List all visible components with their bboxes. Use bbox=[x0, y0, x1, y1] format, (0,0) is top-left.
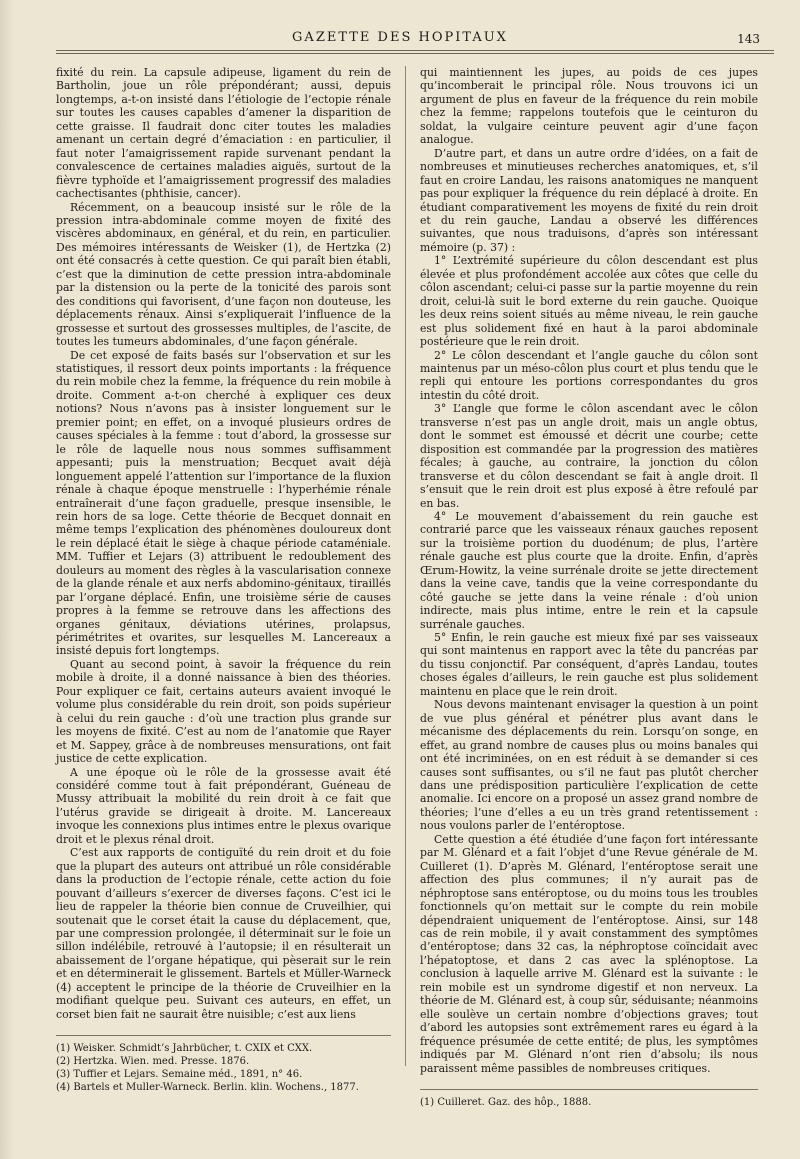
paragraph: 5° Enfin, le rein gauche est mieux fixé par ses vaisseaux qui sont maintenus en rapport avec la tête du pancréas par du tissu conjonctif. Par conséquent, d’après Landau, toutes choses égales d’ailleurs, le rein gauche est plus solidement maintenu en place que le rein droit. bbox=[420, 631, 758, 698]
paragraph: D’autre part, et dans un autre ordre d’idées, on a fait de nombreuses et minutieuses recherches anatomiques, et, s’il faut en croire Landau, les raisons anatomiques ne manquent pas pour expliquer la fréquence du rein déplacé à droite. En étudiant comparativement les moyens de fixité du rein droit et du rein gauche, Landau a observé les différences suivantes, que nous traduisons, d’après son intéressant mémoire (p. 37) : bbox=[420, 146, 758, 254]
footnote-rule bbox=[56, 1035, 391, 1036]
page-edge-shade bbox=[0, 0, 14, 1159]
paragraph: Cette question a été étudiée d’une façon fort intéressante par M. Glénard et a fait l’objet d’une Revue générale de M. Cuilleret (1). D’après M. Glénard, l’entéroptose serait une affection des plus communes; il n’y aurait pas de néphroptose sans entéroptose, ou du moins tous les troubles fonctionnels qu’on mettait sur le compte du rein mobile dépendraient uniquement de l’entéroptose. Ainsi, sur 148 cas de rein mobile, il y avait constamment des symptômes d’entéroptose; dans 32 cas, la néphroptose coïncidait avec l’hépatoptose, et dans 2 cas avec la splénoptose. La conclusion à laquelle arrive M. Glénard est la suivante : le rein mobile est un syndrome digestif et non nerveux. La théorie de M. Glénard est, à coup sûr, séduisante; néanmoins elle soulève un certain nombre d’objections graves; tout d’abord les autopsies sont extrêmement rares eu égard à la fréquence présumée de cette entité; de plus, les symptômes indiqués par M. Glénard n’ont rien d’absolu; ils nous paraissent même passibles de nombreuses critiques. bbox=[420, 832, 758, 1075]
journal-title: GAZETTE DES HOPITAUX bbox=[292, 30, 508, 45]
paragraph: Récemment, on a beaucoup insisté sur le rôle de la pression intra-abdominale comme moyen de fixité des viscères abdominaux, en général, et du rein, en particulier. Des mémoires intéressants de Weisker (1), de Hertzka (2) ont été consacrés à cette question. Ce qui paraît bien établi, c’est que la diminution de cette pression intra-abdominale par la distension ou la perte de la tonicité des parois sont des conditions qui favorisent, d’une façon non douteuse, les déplacements rénaux. Ainsi s’expliquerait l’influence de la grossesse et surtout des grossesses multiples, de l’ascite, de toutes les tumeurs abdominales, d’une façon générale. bbox=[56, 200, 391, 349]
paragraph: C’est aux rapports de contiguïté du rein droit et du foie que la plupart des auteurs ont attribué un rôle considérable dans la production de l’ectopie rénale, cette action du foie pouvant d’ailleurs s’exercer de diverses façons. C’est ici le lieu de rappeler la théorie bien connue de Cruveilhier, qui soutenait que le corset était la cause du déplacement, que, par une compression prolongée, il déterminait sur le foie un sillon indélébile, retrouvé à l’autopsie; il en résulterait un abaissement de l’organe hépatique, qui pèserait sur le rein et en déterminerait le glissement. Bartels et Müller-Warneck (4) acceptent le principe de la théorie de Cruveilhier en la modifiant quelque peu. Suivant ces auteurs, en effet, un corset bien fait ne saurait être nuisible; c’est aux liens bbox=[56, 846, 391, 1021]
paragraph: Nous devons maintenant envisager la question à un point de vue plus général et pénétrer plus avant dans le mécanisme des déplacements du rein. Lorsqu’on songe, en effet, au grand nombre de causes plus ou moins banales qui ont été incriminées, on en est réduit à se demander si ces causes sont suffisantes, ou s’il ne faut pas plutôt chercher dans une prédisposition particulière l’explication de cette anomalie. Ici encore on a proposé un assez grand nombre de théories; l’une d’elles a eu un très grand retentissement : nous voulons parler de l’entéroptose. bbox=[420, 698, 758, 833]
paragraph: A une époque où le rôle de la grossesse avait été considéré comme tout à fait prépondérant, Guéneau de Mussy attribuait la mobilité du rein droit à ce fait que l’utérus gravide se dirigeait à droite. M. Lancereaux invoque les connexions plus intimes entre le plexus ovarique droit et le plexus rénal droit. bbox=[56, 765, 391, 846]
paragraph: 3° L’angle que forme le côlon ascendant avec le côlon transverse n’est pas un angle droit, mais un angle obtus, dont le sommet est émoussé et décrit une courbe; cette disposition est commandée par la progression des matières fécales; à gauche, au contraire, la jonction du côlon transverse et du côlon descendant se fait à angle droit. Il s’ensuit que le rein droit est plus exposé à être refoulé par en bas. bbox=[420, 402, 758, 510]
left-footnotes bbox=[56, 1035, 391, 1094]
paragraph: qui maintiennent les jupes, au poids de ces jupes qu’incomberait le principal rôle. Nous trouvons ici un argument de plus en faveur de la fréquence du rein mobile chez la femme; rappelons toutefois que le ceinturon du soldat, la vulgaire ceinture peuvent agir d’une façon analogue. bbox=[420, 66, 758, 147]
paragraph: 1° L’extrémité supérieure du côlon descendant est plus élevée et plus profondément accolée aux côtes que celle du côlon ascendant; celui-ci passe sur la partie moyenne du rein droit, celui-là suit le bord externe du rein gauche. Quoique les deux reins soient situés au même niveau, le rein gauche est plus solidement fixé en haut à la paroi abdominale postérieure que le rein droit. bbox=[420, 254, 758, 349]
page-number: 143 bbox=[737, 32, 760, 46]
left-column bbox=[56, 66, 391, 1021]
footnote: (1) Weisker. Schmidt’s Jahrbücher, t. CXIX et CXX. bbox=[56, 1043, 313, 1054]
right-column bbox=[420, 66, 758, 1075]
header-rule bbox=[56, 50, 774, 54]
paragraph: fixité du rein. La capsule adipeuse, ligament du rein de Bartholin, joue un rôle prépondérant; aussi, depuis longtemps, a-t-on insisté dans l’étiologie de l’ectopie rénale sur toutes les causes capables d’amener la disparition de cette graisse. Il faudrait donc citer toutes les maladies amenant un certain degré d’émaciation : en particulier, il faut noter l’amaigrissement rapide survenant pendant la convalescence de certaines maladies aiguës, surtout de la fièvre typhoïde et l’amaigrissement progressif des maladies cachectisantes (phthisie, cancer). bbox=[56, 66, 391, 201]
paragraph: De cet exposé de faits basés sur l’observation et sur les statistiques, il ressort deux points importants : la fréquence du rein mobile chez la femme, la fréquence du rein mobile à droite. Comment a-t-on cherché à expliquer ces deux notions? Nous n’avons pas à insister longuement sur le premier point; en effet, on a invoqué plusieurs ordres de causes spéciales à la femme : tout d’abord, la grossesse sur le rôle de laquelle nous nous sommes suffisamment appesanti; puis la menstruation; Becquet avait déjà longuement appelé l’attention sur l’importance de la fluxion rénale à chaque époque menstruelle : l’hyperhémie rénale entraînerait d’une façon graduelle, presque insensible, le rein hors de sa loge. Cette théorie de Becquet donnait en même temps l’explication des phénomènes douloureux dont le rein déplacé était le siège à chaque période cataméniale. MM. Tuffier et Lejars (3) attribuent le redoublement des douleurs au moment des règles à la vascularisation connexe de la glande rénale et aux nerfs abdomino-génitaux, tiraillés par l’organe déplacé. Enfin, une troisième série de causes propres à la femme se retrouve dans les affections des organes génitaux, déviations utérines, prolapsus, périmétrites et ovarites, sur lesquelles M. Lancereaux a insisté depuis fort longtemps. bbox=[56, 348, 391, 658]
footnote: (2) Hertzka. Wien. med. Presse. 1876. bbox=[56, 1056, 250, 1067]
paragraph: 2° Le côlon descendant et l’angle gauche du côlon sont maintenus par un méso-côlon plus court et plus tendu que le repli qui entoure les portions correspondantes du gros intestin du côté droit. bbox=[420, 348, 758, 402]
page-header bbox=[0, 28, 800, 50]
footnote: (3) Tuffier et Lejars. Semaine méd., 1891, n° 46. bbox=[56, 1069, 303, 1080]
paragraph: Quant au second point, à savoir la fréquence du rein mobile à droite, il a donné naissance à bien des théories. Pour expliquer ce fait, certains auteurs avaient invoqué le volume plus considérable du rein droit, son poids supérieur à celui du rein gauche : d’où une traction plus grande sur les moyens de fixité. C’est au nom de l’anatomie que Rayer et M. Sappey, grâce à de nombreuses mensurations, ont fait justice de cette explication. bbox=[56, 657, 391, 766]
footnote: (1) Cuilleret. Gaz. des hôp., 1888. bbox=[420, 1097, 592, 1108]
footnote-rule bbox=[420, 1089, 758, 1090]
paragraph: 4° Le mouvement d’abaissement du rein gauche est contrarié parce que les vaisseaux rénaux gauches reposent sur la troisième portion du duodénum; de plus, l’artère rénale gauche est plus courte que la droite. Enfin, d’après Œrum-Howitz, la veine surrénale droite se jette directement dans la veine cave, tandis que la veine correspondante du côté gauche se jette dans la veine rénale : d’où union indirecte, mais plus intime, entre le rein et la capsule surrénale gauches. bbox=[420, 509, 758, 631]
footnote: (4) Bartels et Muller-Warneck. Berlin. klin. Wochens., 1877. bbox=[56, 1082, 359, 1093]
column-divider bbox=[405, 66, 406, 1066]
right-footnotes bbox=[420, 1089, 758, 1109]
